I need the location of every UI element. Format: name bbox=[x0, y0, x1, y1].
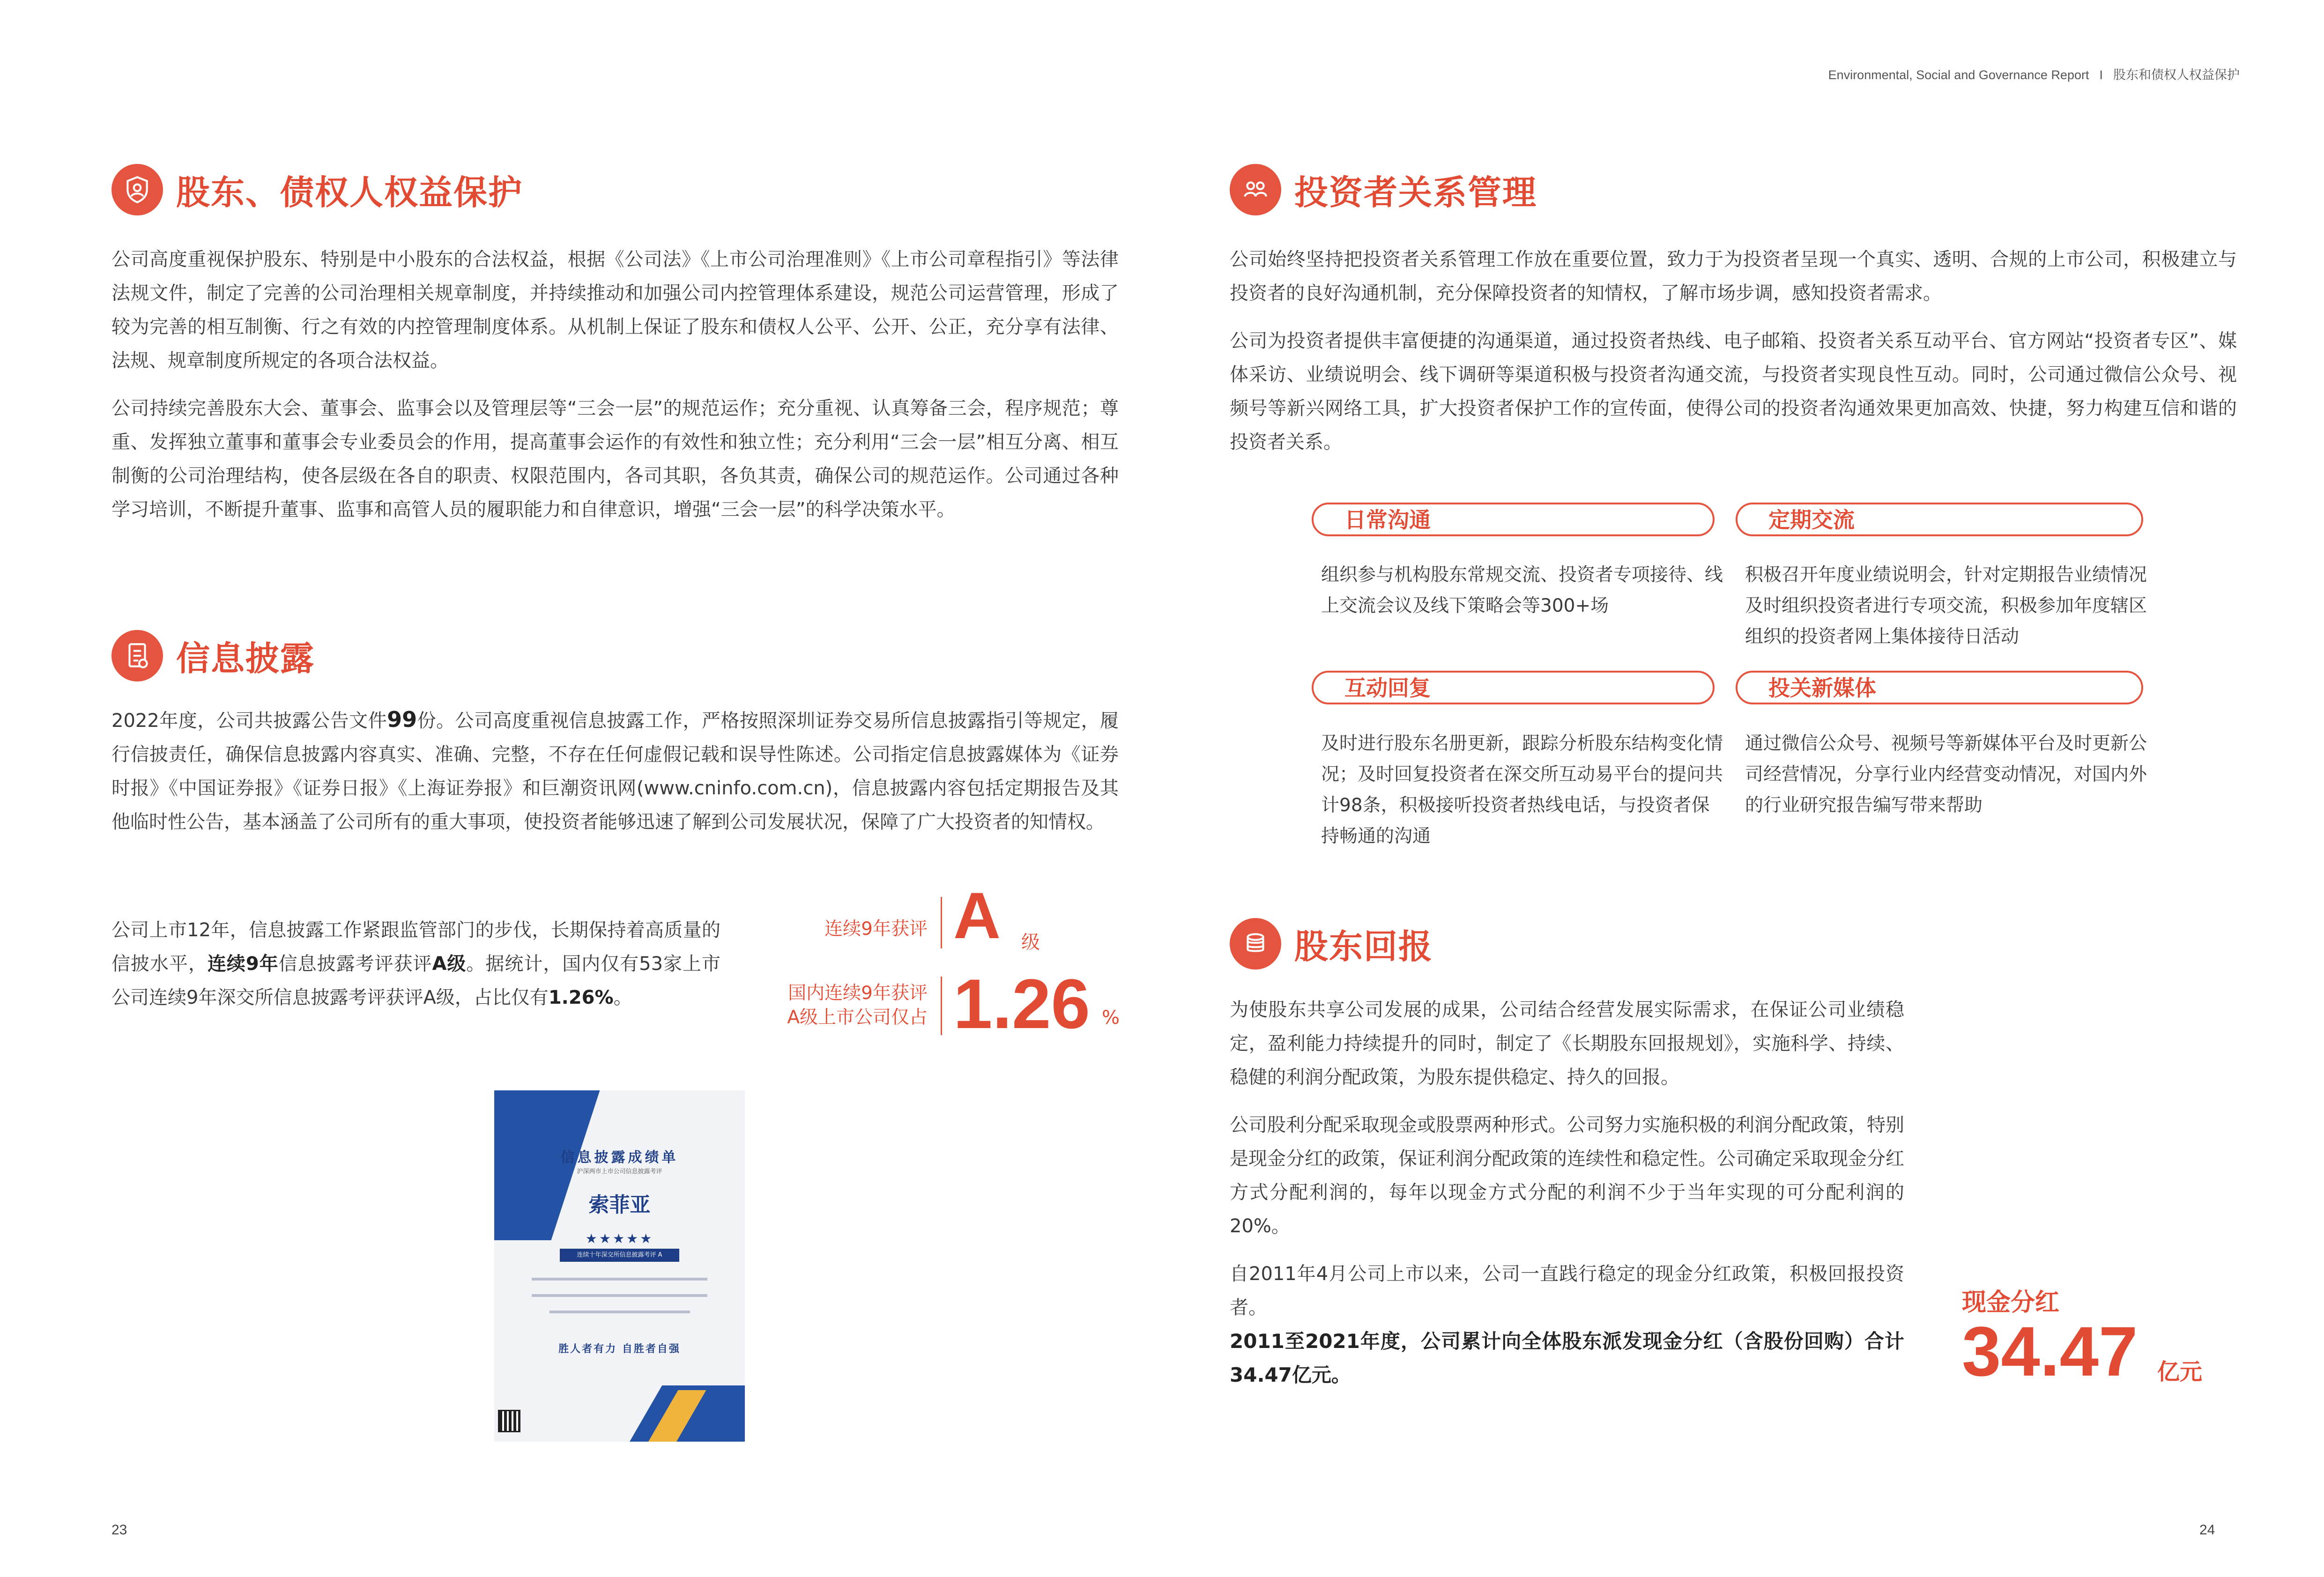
cert-title: 信息披露成绩单 bbox=[560, 1149, 679, 1166]
cert-motto: 胜人者有力 自胜者自强 bbox=[558, 1343, 681, 1355]
section-shareholder-returns-title bbox=[1230, 918, 1433, 970]
cert-text-line bbox=[532, 1294, 707, 1297]
stat-unit: 亿元 bbox=[2157, 1359, 2203, 1385]
page-number-right: 24 bbox=[2199, 1522, 2215, 1538]
cert-company-name: 索菲亚 bbox=[588, 1193, 651, 1217]
paragraph: 公司持续完善股东大会、董事会、监事会以及管理层等“三会一层”的规范运作；充分重视、认真筹备三会，程序规范；尊重、发挥独立董事和董事会专业委员会的作用，提高董事会运作的有效性和独立性；充分利用“三会一层”相互分离、相互制衡的公司治理结构，使各层级在各自的职责、权限范围内，各司其职，各负其责，确保公司的规范运作。公司通过各种学习培训，不断提升董事、监事和高管人员的履职能力和自律意识，增强“三会一层”的科学决策水平。 bbox=[111, 398, 1119, 520]
people-icon bbox=[1230, 164, 1281, 215]
stat-unit: 级 bbox=[1021, 932, 1040, 953]
channel-text: 积极召开年度业绩说明会，针对定期报告业绩情况及时组织投资者进行专项交流，积极参加年度辖区组织的投资者网上集体接待日活动 bbox=[1745, 564, 2147, 647]
disclosure-text bbox=[111, 703, 1119, 853]
announcement-count: 99 bbox=[387, 707, 417, 732]
channel-label: 定期交流 bbox=[1768, 507, 1855, 533]
channel-box-new-media bbox=[1736, 671, 2143, 704]
stat-divider bbox=[941, 977, 942, 1035]
paragraph: 为使股东共享公司发展的成果，公司结合经营发展实际需求，在保证公司业绩稳定，盈利能力持续提升的同时，制定了《长期股东回报规划》，实施科学、持续、稳健的利润分配政策，为股东提供稳定、持久的回报。 bbox=[1230, 999, 1904, 1088]
disclosure-certificate-image bbox=[494, 1090, 745, 1442]
channel-label: 日常沟通 bbox=[1344, 507, 1431, 533]
channel-text: 通过微信公众号、视频号等新媒体平台及时更新公司经营情况，分享行业内经营变动情况，对国内外的行业研究报告编写带来帮助 bbox=[1745, 733, 2147, 816]
text-run: 。据统计，国内仅有53家上市公司连续9年深交所信息披露考评获评A级，占比仅有 bbox=[111, 953, 721, 1008]
document-icon bbox=[111, 630, 163, 681]
channel-label: 投关新媒体 bbox=[1768, 675, 1876, 701]
text-run: 。 bbox=[613, 987, 632, 1008]
text-run: 2022年度，公司共披露公告文件 bbox=[111, 710, 387, 732]
cert-text-line bbox=[549, 1310, 690, 1313]
highlight: 1.26% bbox=[548, 987, 614, 1008]
paragraph: 公司为投资者提供丰富便捷的沟通渠道，通过投资者热线、电子邮箱、投资者关系互动平台、官方网站“投资者专区”、媒体采访、业绩说明会、线下调研等渠道积极与投资者沟通交流，与投资者实现良性互动。同时，公司通过微信公众号、视频号等新兴网络工具，扩大投资者保护工作的宣传面，使得公司的投资者沟通效果更加高效、快捷，努力构建互信和谐的投资者关系。 bbox=[1230, 330, 2237, 453]
cert-subtitle: 沪深两市上市公司信息披露考评 bbox=[577, 1168, 662, 1175]
paragraph: 公司股利分配采取现金或股票两种形式。公司努力实施积极的利润分配政策，特别是现金分红的政策，保证利润分配政策的连续性和稳定性。公司确定采取现金分红方式分配利润的，每年以现金方式分配的利润不少于当年实现的可分配利润的20%。 bbox=[1230, 1114, 1904, 1237]
stat-label-rating: 连续9年获评 bbox=[824, 918, 928, 940]
stat-label-line: 国内连续9年获评 bbox=[788, 983, 928, 1004]
shareholder-protection-text bbox=[111, 243, 1119, 540]
shield-person-icon bbox=[111, 164, 163, 215]
paragraph: 公司始终坚持把投资者关系管理工作放在重要位置，致力于为投资者呈现一个真实、透明、合规的上市公司，积极建立与投资者的良好沟通机制，充分保障投资者的知情权，了解市场步调，感知投资者需求。 bbox=[1230, 249, 2237, 304]
stat-divider bbox=[941, 897, 942, 948]
header-section: 股东和债权人权益保护 bbox=[2113, 68, 2240, 82]
text-run: 份。公司高度重视信息披露工作，严格按照深圳证券交易所信息披露指引等规定，履行信披责任，确保信息披露内容真实、准确、完整，不存在任何虚假记载和误导性陈述。公司指定信息披露媒体为《证券时报》《中国证券报》《证券日报》《上海证券报》和巨潮资讯网(www.cninfo.com.cn)，信息披露内容包括定期报告及其他临时性公告，基本涵盖了公司所有的重大事项，使投资者能够迅速了解到公司发展状况，保障了广大投资者的知情权。 bbox=[111, 710, 1119, 833]
stat-unit: % bbox=[1102, 1007, 1120, 1029]
cert-banner: 连续十年深交所信息披露考评 A bbox=[560, 1249, 679, 1262]
stat-label-dividend: 现金分红 bbox=[1962, 1288, 2060, 1317]
text-run: 公司上市12年，信息披露工作紧跟监管部门的步伐，长期保持着高质量的信披水平， bbox=[111, 919, 720, 975]
channel-box-daily bbox=[1312, 503, 1715, 536]
page-number-left: 23 bbox=[111, 1522, 127, 1538]
stat-label-line: A级上市公司仅占 bbox=[787, 1007, 928, 1028]
header-separator: I bbox=[2099, 68, 2103, 82]
channel-label: 互动回复 bbox=[1344, 675, 1431, 701]
section-title: 股东回报 bbox=[1294, 927, 1433, 966]
section-title: 信息披露 bbox=[176, 639, 315, 678]
text-run: 信息披露考评获评 bbox=[278, 953, 432, 975]
paragraph bbox=[111, 913, 720, 1014]
stat-share-percent: 1.26 bbox=[953, 964, 1090, 1043]
channel-text: 组织参与机构股东常规交流、投资者专项接待、线上交流会议及线下策略会等300+场 bbox=[1321, 564, 1723, 616]
paragraph-highlight: 2011至2021年度，公司累计向全体股东派发现金分红（含股份回购）合计34.47亿元。 bbox=[1230, 1330, 1904, 1386]
channel-box-regular bbox=[1736, 503, 2143, 536]
shareholder-returns-text bbox=[1230, 993, 1904, 1392]
stat-rating-grade: A bbox=[953, 879, 1001, 952]
report-name: Environmental, Social and Governance Report bbox=[1828, 68, 2089, 82]
section-shareholder-protection-title bbox=[111, 164, 523, 215]
cert-text-line bbox=[532, 1278, 707, 1281]
paragraph: 自2011年4月公司上市以来，公司一直践行稳定的现金分红政策，积极回报投资者。 bbox=[1230, 1263, 1904, 1318]
section-title: 股东、债权人权益保护 bbox=[176, 173, 523, 212]
coins-icon bbox=[1230, 918, 1281, 970]
cert-stars: ★★★★★ bbox=[585, 1231, 654, 1246]
section-title: 投资者关系管理 bbox=[1294, 173, 1537, 212]
highlight: A级 bbox=[432, 953, 467, 975]
investor-relations-text bbox=[1230, 243, 2237, 473]
paragraph: 公司高度重视保护股东、特别是中小股东的合法权益，根据《公司法》《上市公司治理准则》《上市公司章程指引》等法律法规文件，制定了完善的公司治理相关规章制度，并持续推动和加强公司内控管理体系建设，规范公司运营管理，形成了较为完善的相互制衡、行之有效的内控管理制度体系。从机制上保证了股东和债权人公平、公开、公正，充分享有法律、法规、规章制度所规定的各项合法权益。 bbox=[111, 249, 1119, 371]
section-disclosure-title bbox=[111, 630, 315, 681]
qr-code-icon bbox=[498, 1410, 520, 1432]
channel-text: 及时进行股东名册更新，跟踪分析股东结构变化情况；及时回复投资者在深交所互动易平台的提问共计98条，积极接听投资者热线电话，与投资者保持畅通的沟通 bbox=[1321, 733, 1723, 847]
stat-label-share bbox=[740, 981, 928, 1030]
stat-dividend-total: 34.47 bbox=[1962, 1312, 2138, 1391]
highlight: 连续9年 bbox=[207, 953, 279, 975]
disclosure-rating-text bbox=[111, 913, 720, 1029]
page-header bbox=[1828, 65, 2240, 83]
paragraph bbox=[111, 703, 1119, 839]
section-investor-relations-title bbox=[1230, 164, 1537, 215]
channel-box-interaction bbox=[1312, 671, 1715, 704]
